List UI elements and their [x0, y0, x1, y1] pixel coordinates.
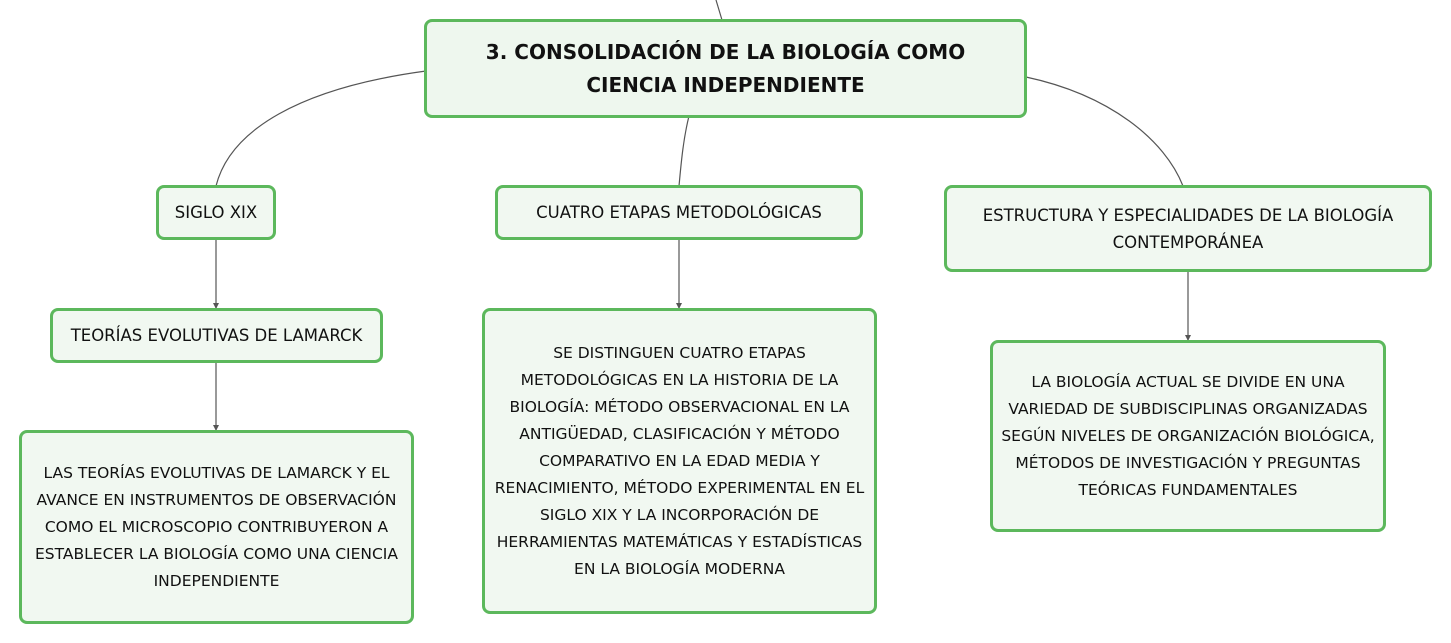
topic-node-cuatro-etapas[interactable]	[495, 185, 863, 240]
detail-label-lamarck: LAS TEORÍAS EVOLUTIVAS DE LAMARCK Y EL AVANCE EN INSTRUMENTOS DE OBSERVACIÓN COMO EL MICROSCOPIO CONTRIBUYERON A ESTABLECER LA BIOLOGÍA COMO UNA CIENCIA INDEPENDIENTE	[35, 463, 398, 590]
connector-root-to-siglo-xix	[216, 71, 426, 186]
detail-node-etapas[interactable]	[482, 308, 877, 614]
root-topic-node[interactable]	[424, 19, 1027, 118]
topic-label-estructura: ESTRUCTURA Y ESPECIALIDADES DE LA BIOLOGÍA CONTEMPORÁNEA	[982, 205, 1394, 252]
root-topic-label: 3. CONSOLIDACIÓN DE LA BIOLOGÍA COMO CIENCIA INDEPENDIENTE	[485, 39, 966, 97]
detail-node-estructura[interactable]	[990, 340, 1386, 532]
detail-label-etapas: SE DISTINGUEN CUATRO ETAPAS METODOLÓGICAS EN LA HISTORIA DE LA BIOLOGÍA: MÉTODO OBSERVACIONAL EN LA ANTIGÜEDAD, CLASIFICACIÓN Y MÉTODO COMPARATIVO EN LA EDAD MEDIA Y RENACIMIENTO, MÉTODO EXPERIMENTAL EN EL SIGLO XIX Y LA INCORPORACIÓN DE HERRAMIENTAS MATEMÁTICAS Y ESTADÍSTICAS EN LA BIOLOGÍA MODERNA	[494, 343, 865, 578]
detail-node-lamarck[interactable]	[19, 430, 414, 624]
topic-node-estructura[interactable]	[944, 185, 1432, 272]
subtopic-label-lamarck: TEORÍAS EVOLUTIVAS DE LAMARCK	[70, 326, 363, 345]
connector-root-to-cuatro-etapas	[679, 116, 689, 186]
connector-parent-to-root	[716, 0, 722, 20]
topic-label-cuatro-etapas: CUATRO ETAPAS METODOLÓGICAS	[536, 203, 822, 222]
topic-node-siglo-xix[interactable]	[156, 185, 276, 240]
detail-label-estructura: LA BIOLOGÍA ACTUAL SE DIVIDE EN UNA VARIEDAD DE SUBDISCIPLINAS ORGANIZADAS SEGÚN NIVELES DE ORGANIZACIÓN BIOLÓGICA, MÉTODOS DE INVESTIGACIÓN Y PREGUNTAS TEÓRICAS FUNDAMENTALES	[1001, 372, 1375, 499]
subtopic-node-lamarck[interactable]	[50, 308, 383, 363]
topic-label-siglo-xix: SIGLO XIX	[174, 203, 258, 222]
connector-root-to-estructura	[1026, 77, 1183, 186]
